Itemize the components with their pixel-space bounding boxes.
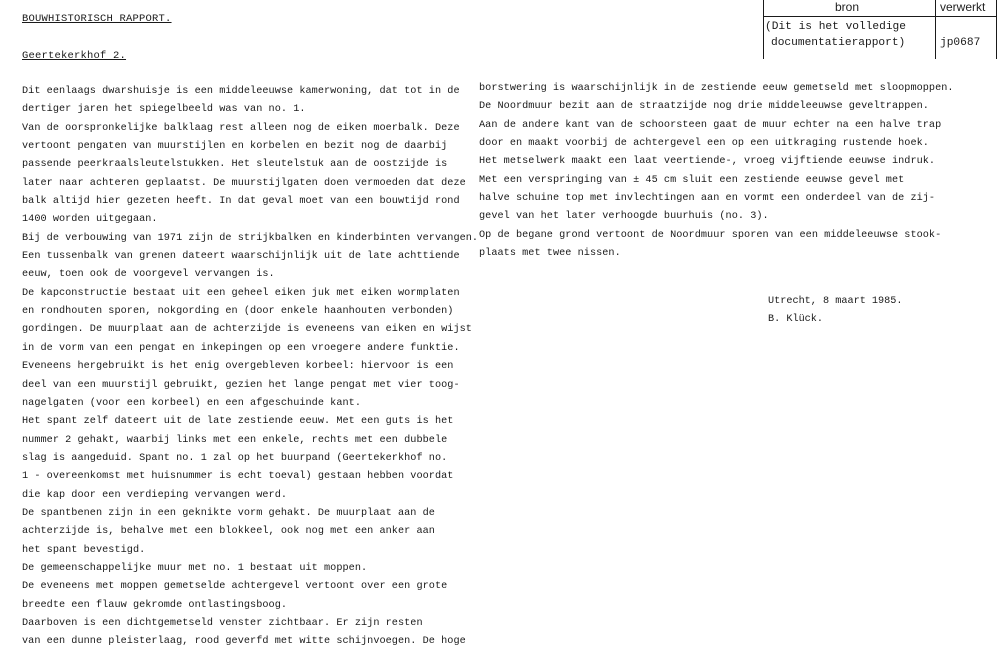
left-column-line: het spant bevestigd. (22, 544, 146, 556)
signature-place-date: Utrecht, 8 maart 1985. (768, 296, 903, 307)
left-column-line: deel van een muurstijl gebruikt, gezien het lange pengat met vier toog- (22, 379, 460, 391)
left-text-column (22, 83, 479, 649)
right-column-line: Op de begane grond vertoont de Noordmuur sporen van een middeleeuwse stook- (479, 229, 942, 241)
right-column-line: borstwering is waarschijnlijk in de zestiende eeuw gemetseld met sloopmoppen. (479, 83, 954, 94)
table-header-rule (763, 16, 997, 17)
left-column-line: Een tussenbalk van grenen dateert waarschijnlijk uit de late achttiende (22, 251, 460, 263)
right-column-line: door en maakt voorbij de achtergevel een op een uitkraging rustende hoek. (479, 138, 929, 150)
left-column-line: nagelgaten (voor een korbeel) en een afgeschuinde kant. (22, 397, 361, 409)
left-column-line: Het spant zelf dateert uit de late zestiende eeuw. Met een guts is het (22, 416, 454, 428)
right-column-line: plaats met twee nissen. (479, 248, 621, 260)
table-border-right (996, 0, 997, 59)
left-column-line: dertiger jaren het spiegelbeeld was van no. 1. (22, 104, 306, 116)
left-column-line: van een dunne pleisterlaag, rood geverfd met witte schijnvoegen. De hoge (22, 636, 466, 648)
verwerkt-value: jp0687 (940, 37, 981, 49)
left-column-line: breedte een flauw gekromde ontlastingsboog. (22, 599, 288, 611)
verwerkt-heading: verwerkt (940, 0, 986, 14)
left-column-line: Van de oorspronkelijke balklaag rest alleen nog de eiken moerbalk. Deze (22, 122, 460, 134)
left-column-line: gordingen. De muurplaat aan de achterzijde is eveneens van eiken en wijst (22, 324, 472, 336)
signature-author: B. Klück. (768, 314, 824, 325)
left-column-line: passende peerkraalsleutelstukken. Het sleutelstuk aan de oostzijde is (22, 159, 448, 171)
bron-verwerkt-table (763, 0, 997, 59)
left-column-line: vertoont pengaten van muurstijlen en korbelen en bezit nog de daarbij (22, 141, 448, 153)
right-column-line: Aan de andere kant van de schoorsteen gaat de muur echter na een halve trap (479, 119, 942, 131)
left-column-line: De spantbenen zijn in een geknikte vorm gehakt. De muurplaat aan de (22, 507, 435, 519)
table-divider (935, 0, 936, 59)
right-column-line: Met een verspringing van ± 45 cm sluit een zestiende eeuwse gevel met (479, 174, 905, 186)
left-column-line: eeuw, toen ook de voorgevel vervangen is. (22, 269, 275, 281)
left-column-line: 1400 worden uitgegaan. (22, 214, 158, 226)
right-text-column (479, 80, 954, 263)
document-subheader: Geertekerkhof 2. (22, 50, 127, 62)
left-column-line: Bij de verbouwing van 1971 zijn de strijkbalken en kinderbinten vervangen. (22, 232, 479, 244)
right-column-line: halve schuine top met invlechtingen aan en vormt een onderdeel van de zij- (479, 193, 936, 205)
left-column-line: De kapconstructie bestaat uit een geheel eiken juk met eiken wormplaten (22, 287, 460, 299)
left-column-line: Dit eenlaags dwarshuisje is een middeleeuwse kamerwoning, dat tot in de (22, 86, 460, 97)
right-column-line: Het metselwerk maakt een laat veertiende-, vroeg vijftiende eeuwse indruk. (479, 156, 936, 168)
table-border-left (763, 0, 764, 59)
left-column-line: De eveneens met moppen gemetselde achtergevel vertoont over een grote (22, 581, 448, 593)
left-column-line: achterzijde is, behalve met een blokkeel, ook nog met een anker aan (22, 526, 435, 538)
bron-heading: bron (835, 0, 860, 14)
right-column-line: De Noordmuur bezit aan de straatzijde nog drie middeleeuwse geveltrappen. (479, 101, 929, 113)
left-column-line: Eveneens hergebruikt is het enig overgebleven korbeel: hiervoor is een (22, 361, 454, 373)
left-column-line: in de vorm van een pengat en inkepingen op een vroegere andere funktie. (22, 342, 460, 354)
document-header: BOUWHISTORISCH RAPPORT. (22, 13, 172, 25)
left-column-line: balk altijd hier gezeten heeft. In dat geval moet van een bouwtijd rond (22, 196, 460, 208)
left-column-line: die kap door een verdieping vervangen werd. (22, 489, 288, 501)
left-column-line: 1 - overeenkomst met huisnummer is echt toeval) gestaan hebben voordat (22, 471, 454, 483)
bron-text-line-2: documentatierapport) (771, 37, 906, 49)
left-column-line: Daarboven is een dichtgemetseld venster zichtbaar. Er zijn resten (22, 617, 423, 629)
left-column-line: nummer 2 gehakt, waarbij links met een enkele, rechts met een dubbele (22, 434, 448, 446)
left-column-line: De gemeenschappelijke muur met no. 1 bestaat uit moppen. (22, 562, 368, 574)
left-column-line: en rondhouten sporen, nokgording en (door enkele haanhouten verbonden) (22, 306, 454, 318)
left-column-line: later naar achteren geplaatst. De muurstijlgaten doen vermoeden dat deze (22, 177, 466, 189)
right-column-line: gevel van het later verhoogde buurhuis (no. 3). (479, 211, 769, 223)
left-column-line: slag is aangeduid. Spant no. 1 zal op het buurpand (Geertekerkhof no. (22, 452, 448, 464)
bron-text-line-1: (Dit is het volledige (765, 21, 906, 33)
